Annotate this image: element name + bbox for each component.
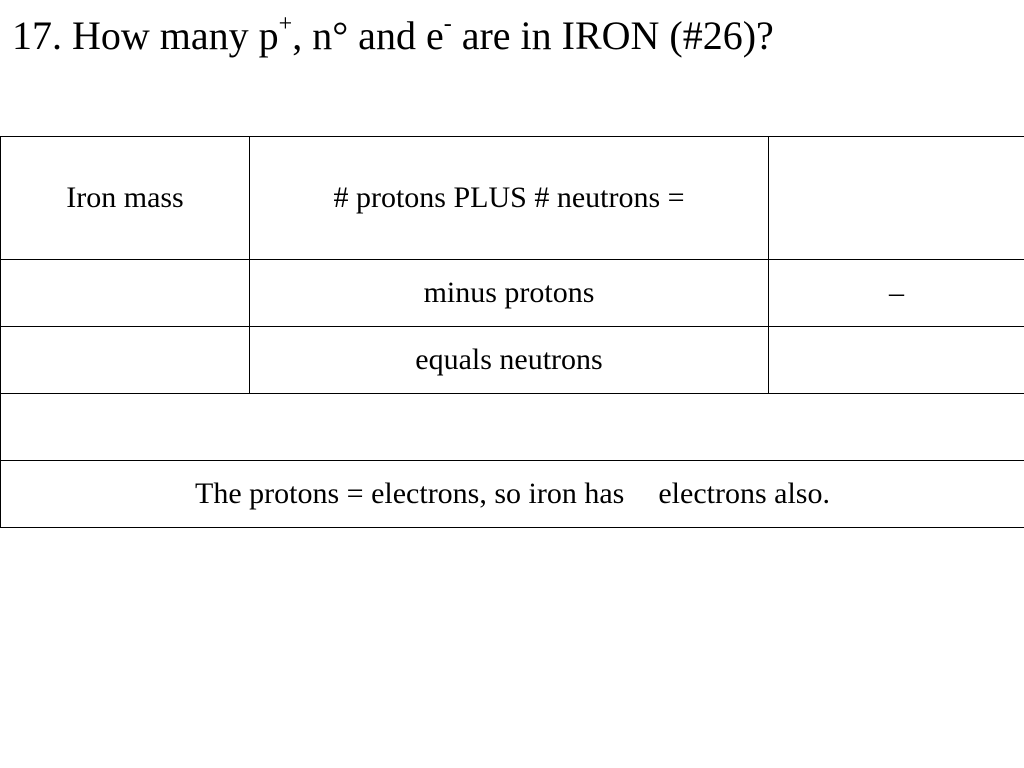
question-suffix: are in IRON (#26)?	[451, 13, 774, 58]
minus-protons-label: minus protons	[250, 260, 769, 327]
table-row-neutrons	[1, 327, 1024, 394]
neutrons-answer-cell[interactable]	[769, 327, 1024, 394]
table-row-mass	[1, 137, 1024, 260]
minus-protons-answer-cell[interactable]: –	[769, 260, 1024, 327]
question-middle: , n° and e	[292, 13, 444, 58]
question-heading	[12, 8, 774, 64]
worksheet-table	[0, 136, 1024, 528]
iron-mass-label: Iron mass	[1, 137, 250, 260]
neutrons-empty-cell	[1, 327, 250, 394]
table-row-minus-protons	[1, 260, 1024, 327]
table-row-spacer	[1, 394, 1024, 461]
minus-protons-empty-cell	[1, 260, 250, 327]
electrons-statement-cell	[1, 461, 1024, 528]
electrons-statement-start: The protons = electrons, so iron has	[195, 477, 625, 510]
equals-neutrons-label: equals neutrons	[250, 327, 769, 394]
blank-full-width-cell	[1, 394, 1024, 461]
mass-formula-label: # protons PLUS # neutrons =	[250, 137, 769, 260]
electron-charge-superscript: -	[443, 10, 452, 37]
mass-answer-cell[interactable]	[769, 137, 1024, 260]
electrons-statement-end: electrons also.	[658, 477, 830, 510]
question-prefix: 17. How many p	[12, 13, 279, 58]
table-row-electrons	[1, 461, 1024, 528]
proton-charge-superscript: +	[278, 10, 293, 37]
